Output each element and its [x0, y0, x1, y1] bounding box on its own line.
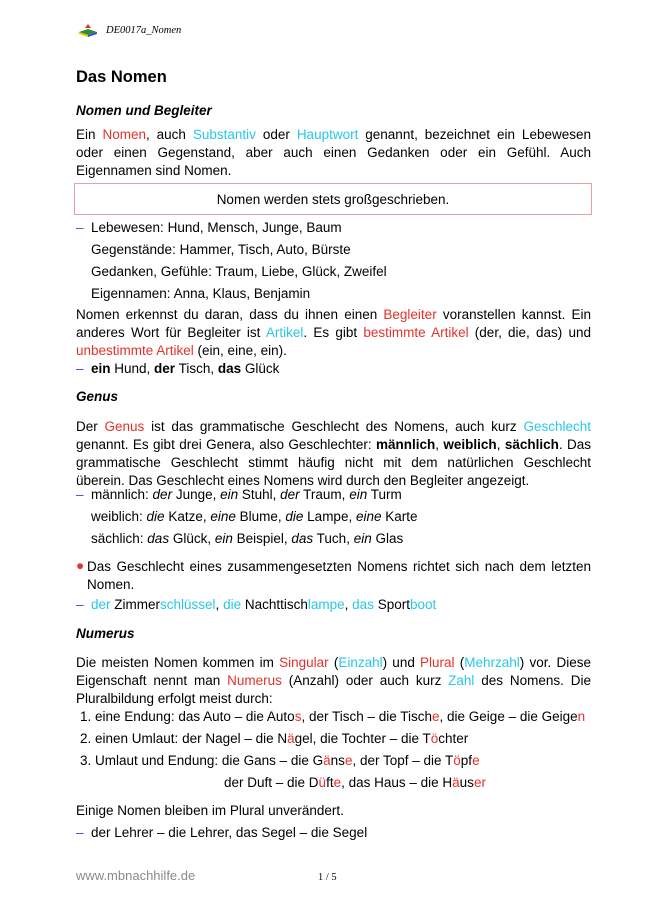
genus-example-maennlich: – männlich: der Junge, ein Stuhl, der Traum, ein Turm [76, 487, 402, 502]
example-line-gedanken: Gedanken, Gefühle: Traum, Liebe, Glück, Zweifel [91, 264, 387, 279]
section-heading-nomen-begleiter: Nomen und Begleiter [76, 103, 212, 118]
book-logo-icon [78, 24, 98, 37]
numerus-paragraph: Die meisten Nomen kommen im Singular (Einzahl) und Plural (Mehrzahl) vor. Diese Eigenschaft nennt man Numerus (Anzahl) oder auch kurz Zahl des Nomens. Die Pluralbildung erfolgt meist durch: [76, 655, 592, 706]
plural-rule-endung: 1. eine Endung: das Auto – die Autos, der Tisch – die Tische, die Geige – die Geigen [80, 709, 586, 724]
plural-rule-umlaut-endung-cont: der Duft – die Düfte, das Haus – die Häuser [224, 775, 486, 790]
example-line-eigennamen: Eigennamen: Anna, Klaus, Benjamin [91, 286, 311, 301]
footer-website: www.mbnachhilfe.de [76, 868, 196, 883]
begleiter-paragraph: Nomen erkennst du daran, dass du ihnen einen Begleiter voranstellen kannst. Ein anderes Wort für Begleiter ist Artikel. Es gibt bestimmte Artikel (der, die, das) und unbestimmte Artikel (ein, eine, ein). [76, 307, 592, 358]
section-heading-numerus: Numerus [76, 626, 135, 641]
page-header [78, 24, 181, 37]
genus-example-saechlich: sächlich: das Glück, ein Beispiel, das Tuch, ein Glas [91, 531, 404, 546]
plural-rule-umlaut-endung: 3. Umlaut und Endung: die Gans – die Gänse, der Topf – die Töpfe [80, 753, 480, 768]
genus-example-weiblich: weiblich: die Katze, eine Blume, die Lampe, eine Karte [91, 509, 418, 524]
page-title: Das Nomen [76, 68, 167, 86]
bullet-marker: ● [76, 558, 85, 573]
rule-box: Nomen werden stets großgeschrieben. [74, 183, 592, 215]
example-line-lebewesen: – Lebewesen: Hund, Mensch, Junge, Baum [76, 220, 342, 235]
intro-paragraph: Ein Nomen, auch Substantiv oder Hauptwort genannt, bezeichnet ein Lebewesen oder einen Gegenstand, aber auch einen Gedanken oder ein Gefühl. Auch Eigennamen sind Nomen. [76, 127, 591, 178]
compound-example-line: – der Zimmerschlüssel, die Nachttischlampe, das Sportboot [76, 597, 437, 612]
plural-rule-umlaut: 2. einen Umlaut: der Nagel – die Nägel, die Tochter – die Töchter [80, 731, 469, 746]
section-heading-genus: Genus [76, 389, 119, 404]
article-example-line: – ein Hund, der Tisch, das Glück [76, 361, 280, 376]
unchanged-plural-example: – der Lehrer – die Lehrer, das Segel – die Segel [76, 825, 368, 840]
doc-id: DE0017a_Nomen [106, 25, 182, 36]
genus-paragraph: Der Genus ist das grammatische Geschlecht des Nomens, auch kurz Geschlecht genannt. Es gibt drei Genera, also Geschlechter: männlich, weiblich, sächlich. Das grammatische Geschlecht stimmt häufig nicht mit dem natürlichen Geschlecht überein. Das Geschlecht eines Nomens wird durch den Begleiter angezeigt. [76, 419, 591, 488]
dash-marker: – [76, 220, 84, 235]
genus-note: ● Das Geschlecht eines zusammengesetzten Nomens richtet sich nach dem letzten Nomen. [76, 558, 591, 592]
unchanged-plural-paragraph: Einige Nomen bleiben im Plural unverändert. [76, 803, 344, 818]
footer-page-number: 1 / 5 [318, 872, 337, 883]
example-line-gegenstaende: Gegenstände: Hammer, Tisch, Auto, Bürste [91, 242, 351, 257]
